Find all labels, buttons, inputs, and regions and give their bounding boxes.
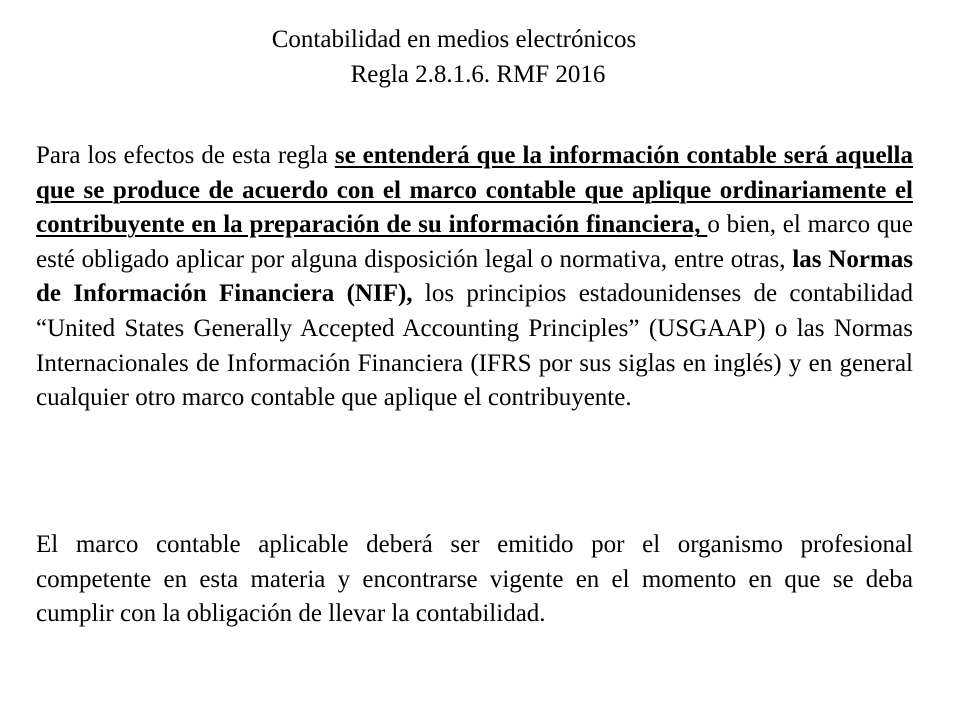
paragraph-1-underlined-definition: se entenderá que la información contable será aquella que se produce de acuerdo con el marco contable que aplique ordinariamente el contribuyente en la preparación de su información financiera, [36,142,913,239]
paragraph-1 [36,139,913,416]
paragraph-1-tail: los principios estadounidenses de contabilidad “United States Generally Accepted Accounting Principles” (USGAAP) o las Normas Internacionales de Información Financiera (IFRS por sus siglas en inglés) y en general cualquier otro marco contable que aplique el contribuyente. [36,280,914,412]
paragraph-1-bold-nif: las Normas de Información Financiera (NIF), [36,245,913,308]
slide-title [0,22,960,92]
title-line-1: Contabilidad en medios electrónicos [271,26,637,53]
title-line-2: Regla 2.8.1.6. RMF 2016 [350,61,606,88]
paragraph-2: El marco contable aplicable deberá ser emitido por el organismo profesional competente en esta materia y encontrarse vigente en el momento en que se deba cumplir con la obligación de llevar la contabilidad. [36,531,913,628]
paragraph-1-lead: Para los efectos de esta regla [36,142,335,169]
paragraph-1-middle: o bien, el marco que esté obligado aplicar por alguna disposición legal o normativa, entre otras, [36,211,913,273]
